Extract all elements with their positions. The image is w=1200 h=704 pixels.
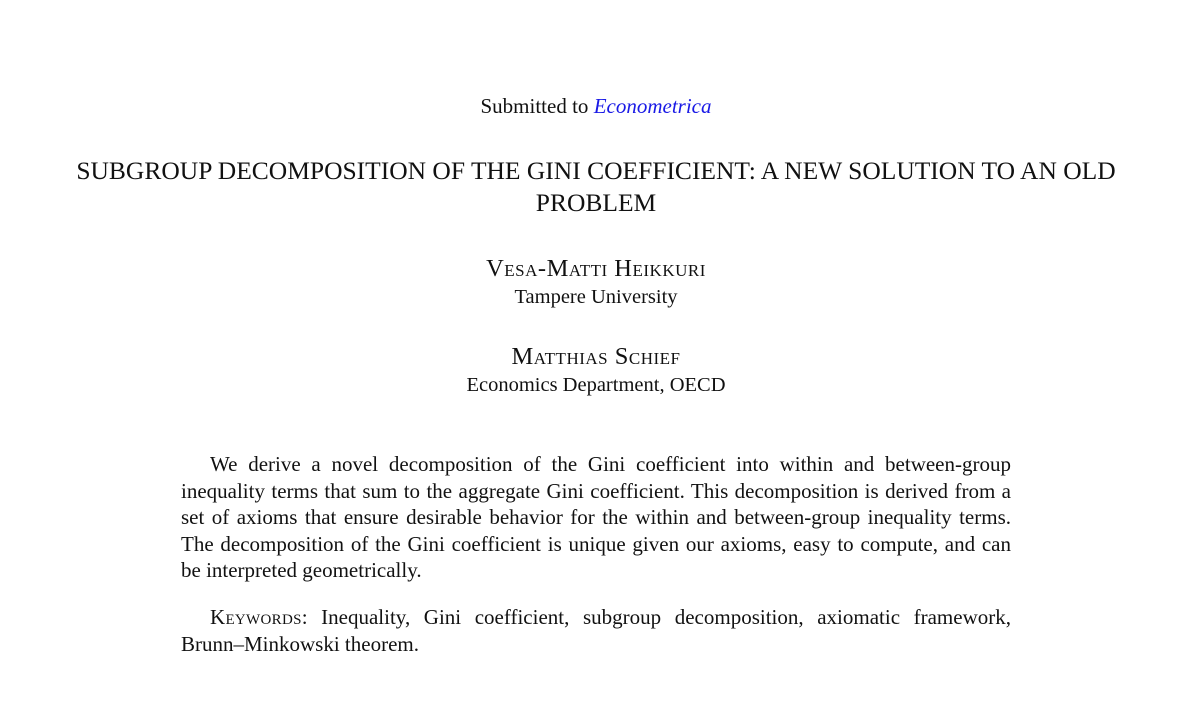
keywords-paragraph bbox=[181, 604, 1011, 657]
submitted-prefix: Submitted to bbox=[480, 94, 594, 118]
keywords-label: Keywords bbox=[210, 605, 302, 629]
abstract-paragraph: We derive a novel decomposition of the Gini coefficient into within and between-group inequality terms that sum to the aggregate Gini coefficient. This decomposition is derived from a set of axioms that ensure desirable behavior for the within and between-group inequality terms. The decomposition of the Gini coefficient is unique given our axioms, easy to compute, and can be interpreted geometrically. bbox=[181, 452, 1011, 582]
author-affiliation: Tampere University bbox=[514, 286, 678, 308]
author-affiliation: Economics Department, OECD bbox=[466, 374, 726, 396]
author-block bbox=[0, 342, 1192, 398]
paper-title: SUBGROUP DECOMPOSITION OF THE GINI COEFFICIENT: A NEW SOLUTION TO AN OLD PROBLEM bbox=[76, 156, 1116, 217]
keywords-list: : Inequality, Gini coefficient, subgroup decomposition, axiomatic framework, Brunn–Minkowski theorem. bbox=[181, 605, 1011, 656]
author-name: Matthias Schief bbox=[511, 343, 681, 370]
author-block bbox=[0, 254, 1192, 310]
journal-link[interactable]: Econometrica bbox=[593, 94, 712, 118]
author-name: Vesa-Matti Heikkuri bbox=[486, 255, 706, 282]
submission-note bbox=[0, 93, 1192, 119]
